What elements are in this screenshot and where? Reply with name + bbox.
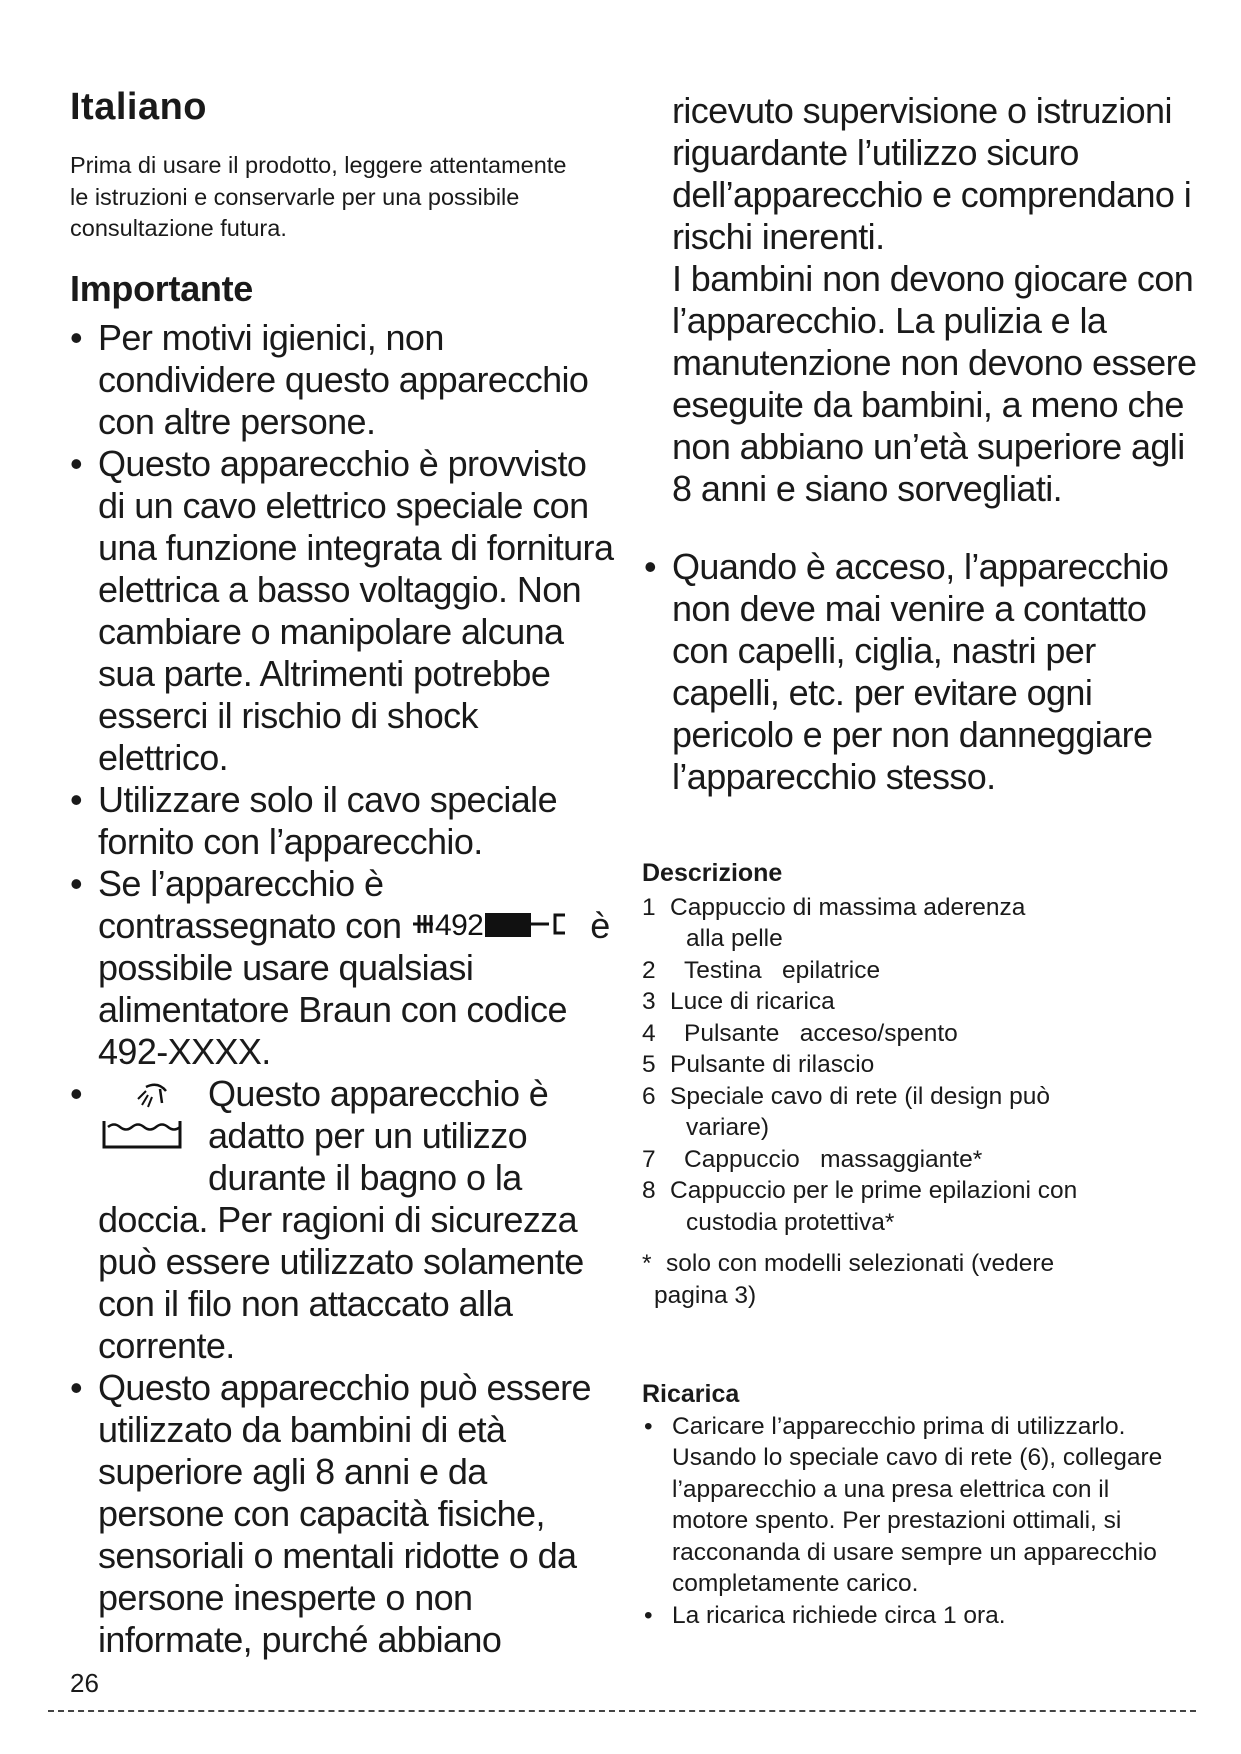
bullet: • — [70, 317, 83, 358]
bullet: • — [70, 779, 83, 820]
list-item — [642, 1600, 1182, 1632]
list-item — [70, 779, 615, 863]
item-text: doccia. Per ragioni di sicurezza può essere utilizzato solamente con il filo non attaccato alla corrente. — [98, 1199, 584, 1366]
item-text: Luce di ricarica — [670, 988, 835, 1015]
list-item — [70, 1367, 615, 1661]
item-text: I bambini non devono giocare con l’apparecchio. La pulizia e la manutenzione non devono essere eseguite da bambini, a meno che non abbiano un’età superiore agli 8 anni e siano sorvegliati. — [672, 258, 1197, 509]
importante-list-right — [644, 546, 1204, 798]
item-text: Cappuccio per le prime epilazioni con — [670, 1177, 1078, 1204]
symbol-code: 492 — [434, 909, 484, 942]
item-text: Se l’apparecchio è contrassegnato con — [98, 863, 402, 946]
item-text: La ricarica richiede circa 1 ora. — [672, 1601, 1006, 1629]
item-number: 2 — [642, 956, 656, 984]
item-text-cont: variare) — [686, 1114, 770, 1141]
list-item — [642, 1018, 1202, 1050]
item-text: Pulsante di rilascio — [670, 1051, 875, 1078]
item-number: 6 — [642, 1082, 656, 1110]
ricarica-section — [642, 1379, 1182, 1631]
item-text: Speciale cavo di rete (il design può — [670, 1082, 1050, 1110]
power-supply-symbol-icon — [411, 907, 581, 941]
item-text: Testina epilatrice — [684, 956, 881, 984]
item-text-cont: custodia protettiva* — [686, 1208, 895, 1236]
bullet: • — [70, 863, 83, 904]
item-text: Per motivi igienici, non condividere questo apparecchio con altre persone. — [98, 317, 589, 442]
descrizione-section — [642, 858, 1202, 1311]
bath-shower-icon — [98, 1077, 184, 1159]
list-item — [642, 1144, 1202, 1176]
item-text: Cappuccio massaggiante* — [684, 1145, 983, 1173]
footnote-star: * — [642, 1250, 652, 1277]
bottom-rule — [48, 1710, 1196, 1712]
footnote — [642, 1248, 1202, 1311]
list-item — [70, 1073, 615, 1367]
footnote-text: solo con modelli selezionati (vedere — [666, 1250, 1055, 1277]
item-text: ricevuto supervisione o istruzioni riguardante l’utilizzo sicuro dell’apparecchio e comprendano i rischi inerenti. — [672, 90, 1192, 257]
list-item — [70, 443, 615, 779]
list-item — [642, 1049, 1202, 1081]
item-number: 4 — [642, 1019, 656, 1047]
bullet: • — [70, 1367, 83, 1408]
list-item — [70, 863, 615, 1073]
list-item — [642, 892, 1202, 955]
descrizione-heading: Descrizione — [642, 859, 783, 887]
list-item — [642, 1411, 1182, 1600]
bullet: • — [644, 546, 657, 587]
item-number: 1 — [642, 893, 656, 921]
item-number: 7 — [642, 1145, 656, 1173]
item-text: è possibile usare qualsiasi alimentatore Braun con codice 492-XXXX. — [98, 905, 610, 1072]
list-item — [70, 317, 615, 443]
item-text: Cappuccio di massima aderenza — [670, 893, 1026, 921]
item-number: 5 — [642, 1051, 656, 1078]
item-text-cont: alla pelle — [686, 925, 783, 952]
item-text: Questo apparecchio è provvisto di un cavo elettrico speciale con una funzione integrata di fornitura elettrica a basso voltaggio. Non cambiare o manipolare alcuna sua parte. Altrimenti potrebbe esserci il rischio di shock elettrico. — [98, 443, 614, 778]
item-text: Caricare l’apparecchio prima di utilizzarlo. Usando lo speciale cavo di rete (6), collegare l’apparecchio a una presa elettrica con il motore spento. Per prestazioni ottimali, si racconanda di usare sempre un apparecchio completamente carico. — [672, 1412, 1163, 1597]
bullet: • — [644, 1601, 653, 1629]
item-text: Questo apparecchio può essere utilizzato da bambini di età superiore agli 8 anni e da persone con capacità fisiche, sensoriali o mentali ridotte o da persone inesperte o non informate, purché abbiano — [98, 1367, 591, 1660]
page-number: 26 — [70, 1668, 99, 1698]
list-item — [642, 986, 1202, 1018]
ricarica-heading: Ricarica — [642, 1380, 740, 1408]
list-item — [642, 955, 1202, 987]
bullet: • — [644, 1412, 653, 1440]
importante-list-left — [70, 317, 615, 1661]
item-number: 3 — [642, 988, 656, 1015]
bullet: • — [70, 1073, 83, 1114]
item-text: Utilizzare solo il cavo speciale fornito con l’apparecchio. — [98, 779, 557, 862]
footnote-text-cont: pagina 3) — [654, 1281, 757, 1309]
item-text: Questo apparecchio è adatto per un utilizzo durante il bagno o la — [208, 1073, 549, 1198]
list-item — [642, 1175, 1202, 1238]
section-title: Italiano — [70, 86, 208, 128]
item-number: 8 — [642, 1177, 656, 1204]
list-item — [644, 546, 1204, 798]
item-text: Quando è acceso, l’apparecchio non deve mai venire a contatto con capelli, ciglia, nastri per capelli, etc. per evitare ogni pericolo e per non danneggiare l’apparecchio stesso. — [672, 546, 1169, 797]
importante-list-right-continuation — [672, 90, 1202, 510]
intro-text: Prima di usare il prodotto, leggere attentamente le istruzioni e conservarle per una possibile consultazione futura. — [70, 152, 567, 241]
item-text: Pulsante acceso/spento — [684, 1019, 958, 1047]
importante-heading: Importante — [70, 268, 254, 309]
list-item — [642, 1081, 1202, 1144]
bullet: • — [70, 443, 83, 484]
